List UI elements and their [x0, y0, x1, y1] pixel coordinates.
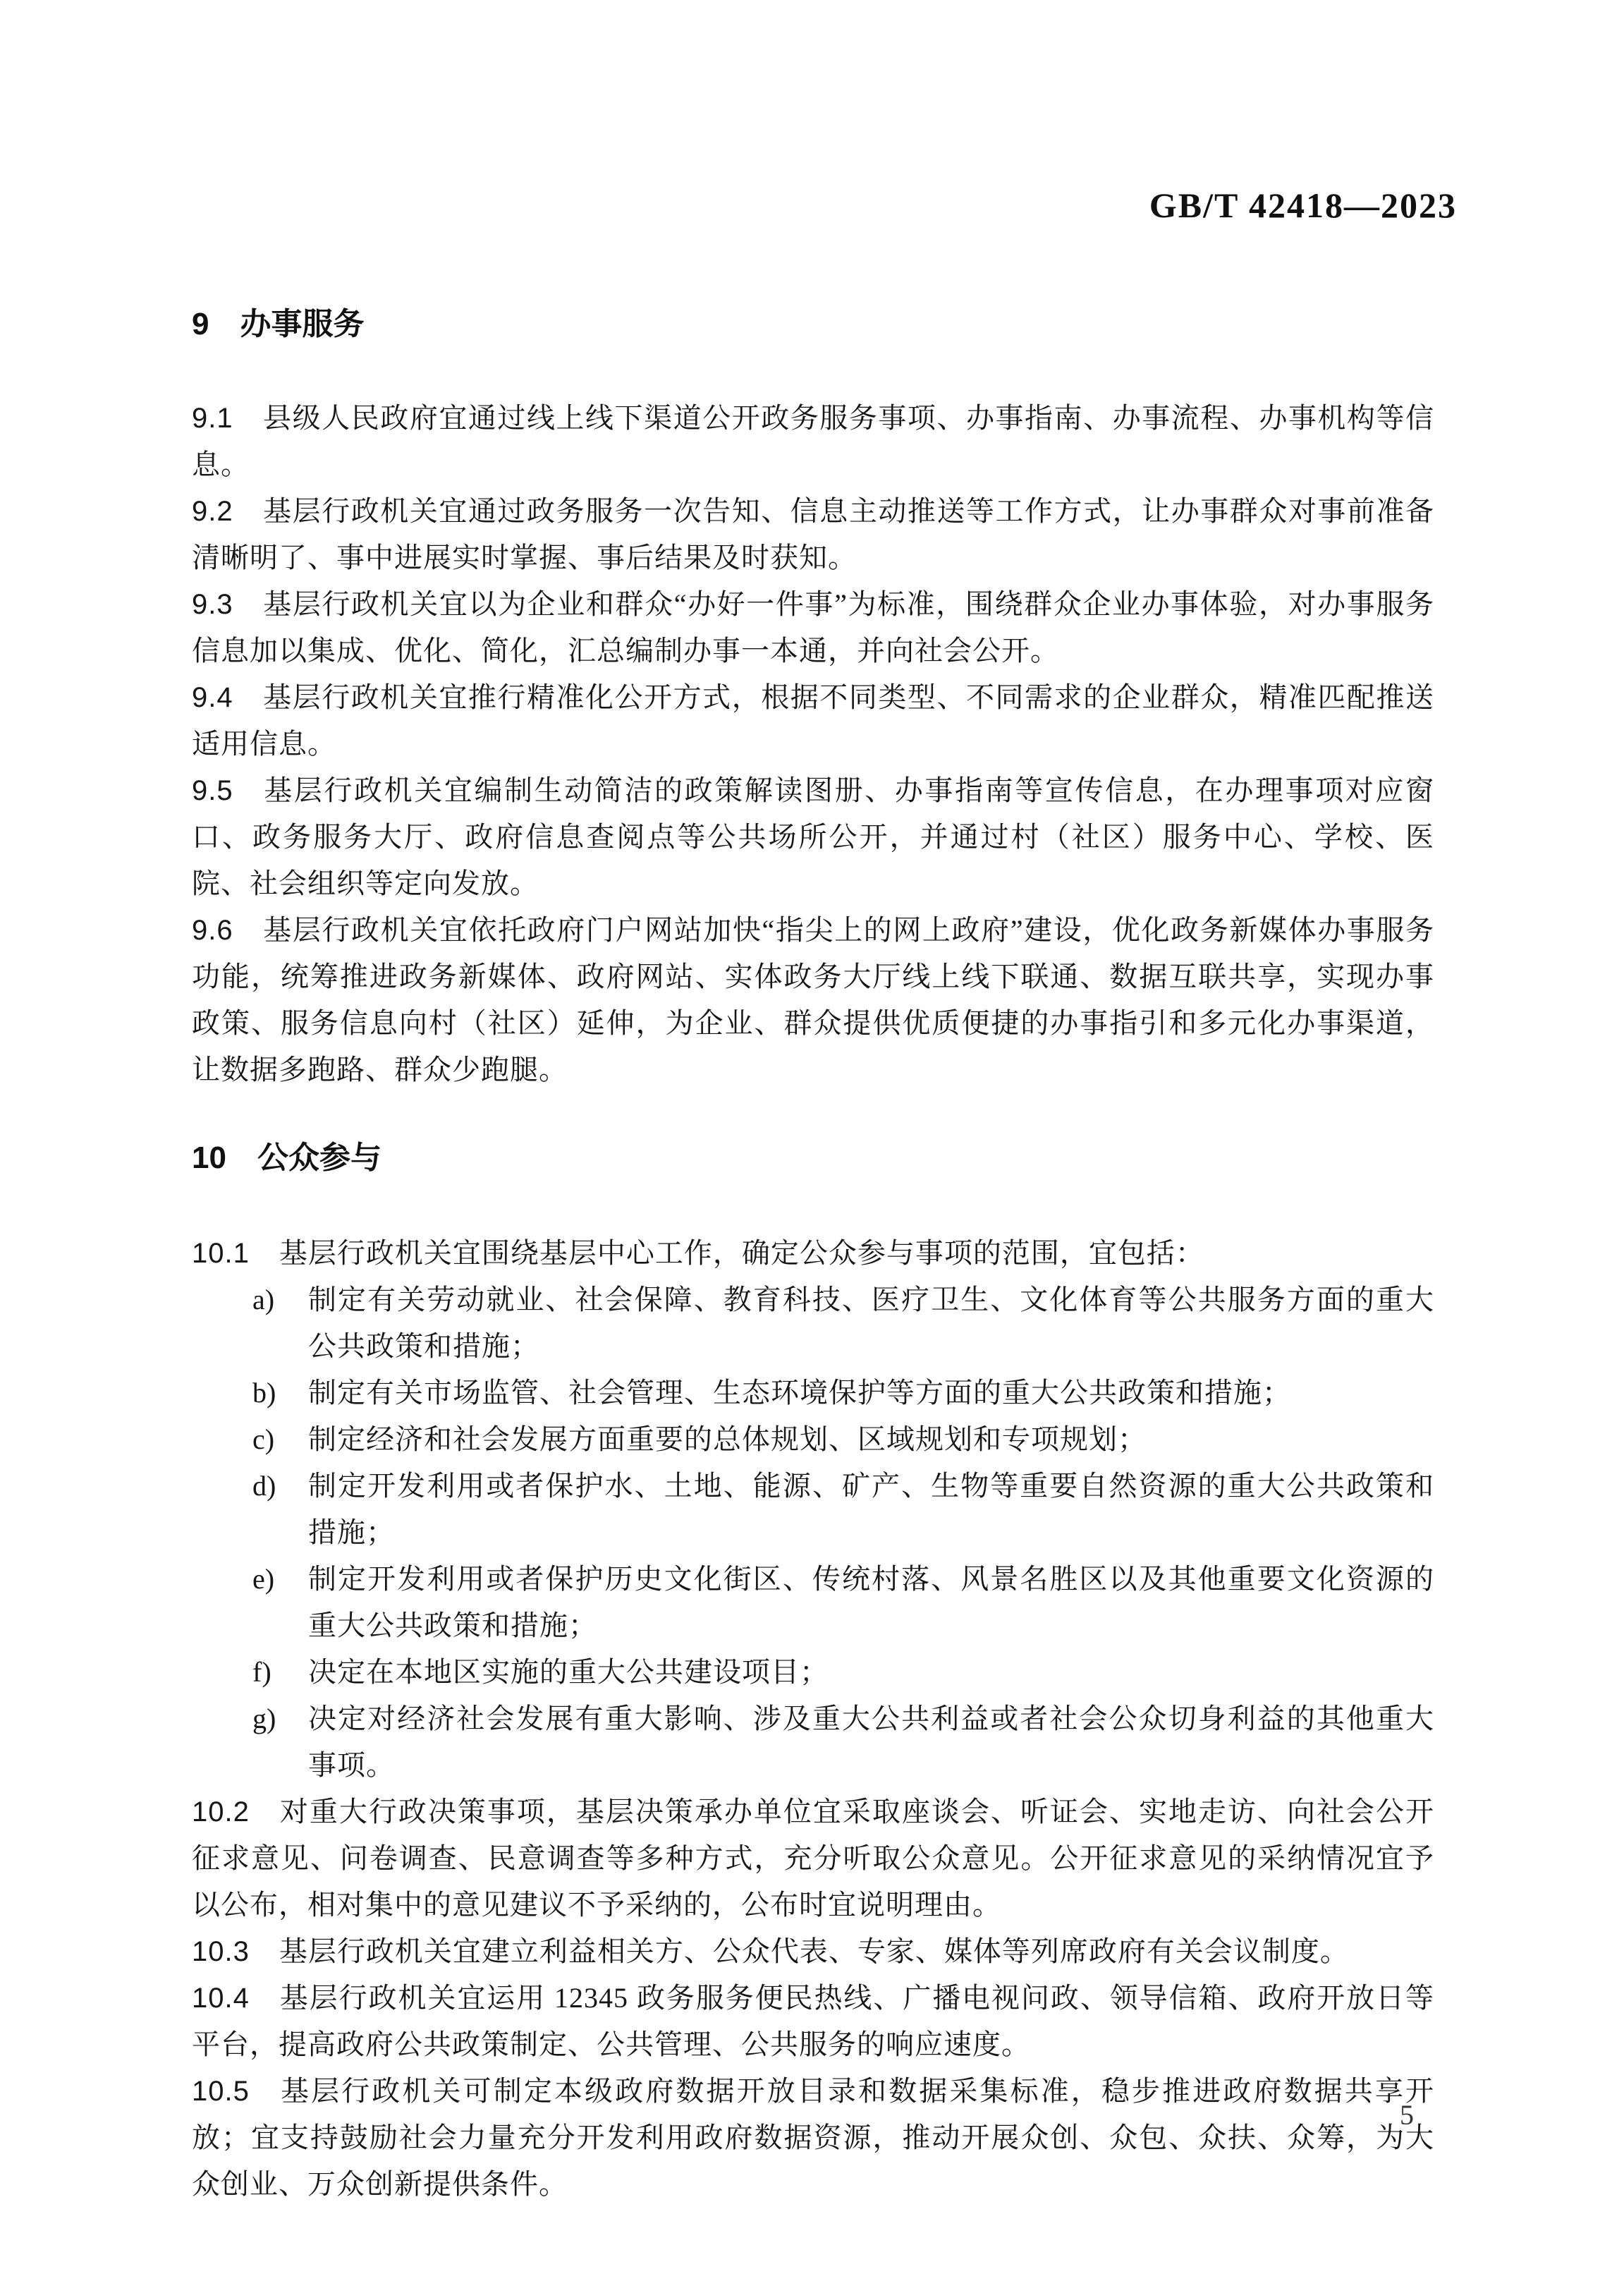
clause-paragraph [192, 1789, 1434, 1928]
clause-paragraph [192, 767, 1434, 907]
clause-text: 基层行政机关可制定本级政府数据开放目录和数据采集标准，稳步推进政府数据共享开放；宜支持鼓励社会力量充分开发利用政府数据资源，推动开展众创、众包、众扶、众筹，为大众创业、万众创新提供条件。 [192, 2075, 1434, 2200]
clause-paragraph [192, 907, 1434, 1093]
list-item [192, 1416, 1434, 1463]
clause-number: 10.1 [192, 1238, 250, 1269]
clause-text: 县级人民政府宜通过线上线下渠道公开政务服务事项、办事指南、办事流程、办事机构等信息。 [192, 402, 1434, 480]
standard-code-header: GB/T 42418—2023 [1149, 185, 1457, 225]
clause-paragraph [192, 674, 1434, 767]
list-item-letter: d) [252, 1470, 276, 1502]
clause-paragraph [192, 2068, 1434, 2208]
list-item-text: 制定有关劳动就业、社会保障、教育科技、医疗卫生、文化体育等公共服务方面的重大公共政策和措施； [308, 1284, 1434, 1362]
page-number: 5 [1400, 2099, 1414, 2131]
section-title: 办事服务 [240, 307, 365, 341]
list-item-letter: f) [252, 1656, 271, 1688]
clause-number: 9.4 [192, 682, 233, 713]
document-body [192, 303, 1434, 2208]
clause-text: 基层行政机关宜运用 12345 政务服务便民热线、广播电视问政、领导信箱、政府开放日等平台，提高政府公共政策制定、公共管理、公共服务的响应速度。 [192, 1982, 1434, 2060]
clause-text: 基层行政机关宜依托政府门户网站加快“指尖上的网上政府”建设，优化政务新媒体办事服务功能，统筹推进政务新媒体、政府网站、实体政务大厅线上线下联通、数据互联共享，实现办事政策、服务信息向村（社区）延伸，为企业、群众提供优质便捷的办事指引和多元化办事渠道，让数据多跑路、群众少跑腿。 [192, 914, 1434, 1085]
clause-paragraph [192, 488, 1434, 581]
clause-number: 10.5 [192, 2076, 250, 2107]
list-item-letter: e) [252, 1563, 275, 1595]
clause-text: 基层行政机关宜通过政务服务一次告知、信息主动推送等工作方式，让办事群众对事前准备清晰明了、事中进展实时掌握、事后结果及时获知。 [192, 495, 1434, 573]
list-item-letter: b) [252, 1377, 276, 1409]
clause-paragraph [192, 395, 1434, 488]
clause-number: 10.2 [192, 1796, 250, 1827]
section-title: 公众参与 [257, 1141, 381, 1175]
clause-number: 9.2 [192, 496, 233, 527]
clause-paragraph [192, 1928, 1434, 1975]
list-item [192, 1696, 1434, 1789]
clause-text: 基层行政机关宜建立利益相关方、公众代表、专家、媒体等列席政府有关会议制度。 [279, 1935, 1349, 1967]
list-item [192, 1649, 1434, 1696]
clause-paragraph [192, 1230, 1434, 1277]
clause-text: 基层行政机关宜以为企业和群众“办好一件事”为标准，围绕群众企业办事体验，对办事服务信息加以集成、优化、简化，汇总编制办事一本通，并向社会公开。 [192, 588, 1434, 667]
section-heading [192, 303, 1434, 346]
clause-text: 基层行政机关宜围绕基层中心工作，确定公众参与事项的范围，宜包括： [279, 1237, 1204, 1269]
list-item-text: 决定在本地区实施的重大公共建设项目； [308, 1656, 829, 1688]
clause-text: 基层行政机关宜推行精准化公开方式，根据不同类型、不同需求的企业群众，精准匹配推送适用信息。 [192, 681, 1434, 760]
list-item-text: 决定对经济社会发展有重大影响、涉及重大公共利益或者社会公众切身利益的其他重大事项。 [308, 1703, 1434, 1781]
list-item [192, 1556, 1434, 1649]
list-item-text: 制定开发利用或者保护历史文化街区、传统村落、风景名胜区以及其他重要文化资源的重大公共政策和措施； [308, 1563, 1434, 1641]
clause-number: 9.1 [192, 403, 233, 434]
clause-text: 对重大行政决策事项，基层决策承办单位宜采取座谈会、听证会、实地走访、向社会公开征求意见、问卷调查、民意调查等多种方式，充分听取公众意见。公开征求意见的采纳情况宜予以公布，相对集中的意见建议不予采纳的，公布时宜说明理由。 [192, 1796, 1434, 1921]
clause-paragraph [192, 1975, 1434, 2068]
clause-text: 基层行政机关宜编制生动简洁的政策解读图册、办事指南等宣传信息，在办理事项对应窗口、政务服务大厅、政府信息查阅点等公共场所公开，并通过村（社区）服务中心、学校、医院、社会组织等定向发放。 [192, 774, 1434, 899]
list-item-text: 制定有关市场监管、社会管理、生态环境保护等方面的重大公共政策和措施； [308, 1377, 1291, 1409]
list-item [192, 1370, 1434, 1416]
clause-number: 10.3 [192, 1936, 250, 1967]
section-number: 9 [192, 307, 209, 341]
list-item-text: 制定开发利用或者保护水、土地、能源、矿产、生物等重要自然资源的重大公共政策和措施； [308, 1470, 1434, 1548]
list-item-letter: g) [252, 1703, 276, 1734]
list-item [192, 1277, 1434, 1370]
list-item-letter: c) [252, 1423, 275, 1455]
clause-number: 9.5 [192, 775, 233, 806]
list-item-letter: a) [252, 1284, 275, 1315]
clause-paragraph [192, 581, 1434, 674]
section-heading [192, 1137, 1434, 1179]
section-number: 10 [192, 1141, 226, 1175]
clause-number: 9.3 [192, 589, 233, 620]
list-item-text: 制定经济和社会发展方面重要的总体规划、区域规划和专项规划； [308, 1423, 1147, 1455]
list-item [192, 1463, 1434, 1556]
clause-number: 9.6 [192, 915, 233, 946]
clause-number: 10.4 [192, 1983, 250, 2014]
